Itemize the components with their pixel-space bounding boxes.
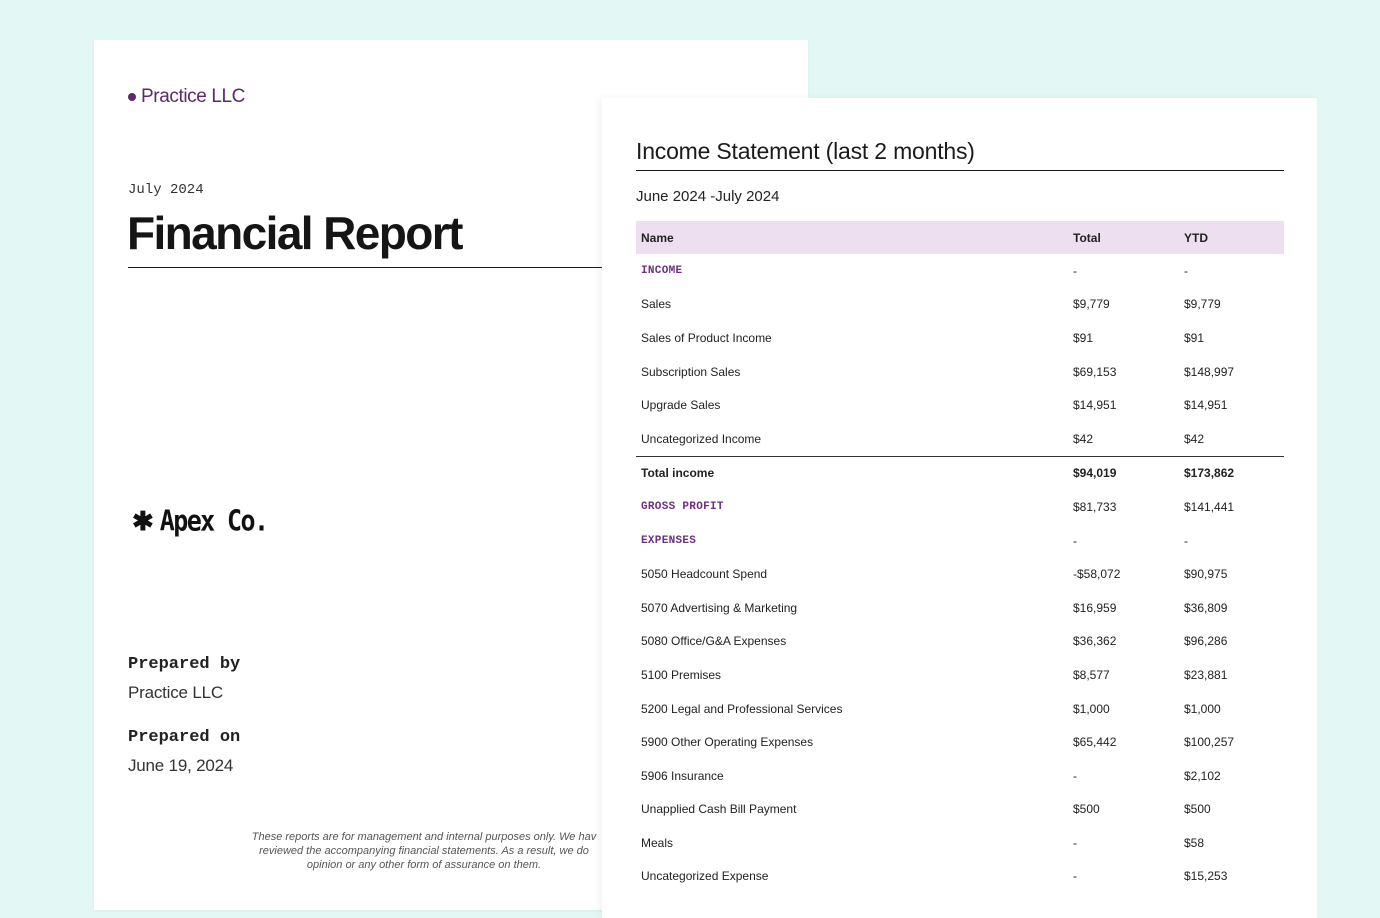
row-name: 5906 Insurance — [641, 768, 724, 783]
table-row — [636, 759, 1284, 793]
row-ytd: $141,441 — [1184, 499, 1235, 514]
row-total: $91 — [1073, 330, 1094, 345]
row-total: - — [1073, 533, 1077, 548]
table-row — [636, 860, 1284, 894]
row-name: Uncategorized Income — [641, 431, 762, 446]
table-row — [636, 625, 1284, 659]
statement-title: Income Statement (last 2 months) — [636, 138, 975, 164]
row-name: 5900 Other Operating Expenses — [641, 735, 814, 750]
column-header-total: Total — [1073, 230, 1101, 245]
statement-divider — [636, 170, 1284, 171]
statement-date-range: June 2024 -July 2024 — [636, 188, 780, 205]
row-ytd: $23,881 — [1184, 667, 1228, 682]
row-ytd: $96,286 — [1184, 634, 1228, 649]
row-name: 5100 Premises — [641, 667, 722, 682]
row-name: EXPENSES — [641, 534, 697, 547]
row-name: Subscription Sales — [641, 364, 741, 379]
disclaimer-line: These reports are for management and internal purposes only. We hav — [251, 831, 597, 843]
asterisk-icon: ✱ — [132, 505, 154, 536]
brand-dot-icon — [128, 93, 136, 101]
row-total: $81,733 — [1073, 499, 1117, 514]
row-name: INCOME — [641, 264, 683, 277]
prepared-by-value: Practice LLC — [128, 683, 223, 702]
row-total: - — [1073, 869, 1077, 884]
row-ytd: $148,997 — [1184, 364, 1235, 379]
section-row — [636, 524, 1284, 558]
row-total: -$58,072 — [1073, 567, 1121, 582]
row-total: $94,019 — [1068, 456, 1179, 490]
row-ytd: - — [1184, 263, 1188, 278]
disclaimer — [224, 830, 624, 872]
table-row — [636, 422, 1284, 456]
row-name: Uncategorized Expense — [641, 869, 769, 884]
row-total: - — [1073, 768, 1077, 783]
row-total: $69,153 — [1073, 364, 1117, 379]
row-ytd: $58 — [1184, 835, 1205, 850]
table-row — [636, 725, 1284, 759]
income-table — [636, 221, 1284, 893]
row-total: - — [1073, 835, 1077, 850]
table-body — [636, 254, 1284, 893]
table-row — [636, 793, 1284, 827]
brand-logo — [128, 86, 245, 108]
section-row — [636, 490, 1284, 524]
table-row — [636, 591, 1284, 625]
title-divider — [128, 267, 602, 268]
table-row — [636, 355, 1284, 389]
row-total: - — [1073, 263, 1077, 278]
row-name: Meals — [641, 835, 674, 850]
row-name: 5080 Office/G&A Expenses — [641, 634, 787, 649]
row-total: $500 — [1073, 802, 1100, 817]
report-date: July 2024 — [128, 182, 204, 198]
client-logo — [132, 503, 268, 538]
row-ytd: $91 — [1184, 330, 1205, 345]
row-ytd: $42 — [1184, 431, 1205, 446]
row-name: 5050 Headcount Spend — [641, 567, 768, 582]
table-row — [636, 826, 1284, 860]
table-row — [636, 321, 1284, 355]
row-total: $8,577 — [1073, 667, 1110, 682]
row-ytd: $1,000 — [1184, 701, 1221, 716]
row-ytd: $15,253 — [1184, 869, 1228, 884]
row-name: GROSS PROFIT — [641, 500, 724, 513]
row-total: $9,779 — [1073, 297, 1110, 312]
total-row — [636, 456, 1284, 490]
section-row — [636, 254, 1284, 288]
row-name: Sales — [641, 297, 672, 312]
table-row — [636, 658, 1284, 692]
row-total: $14,951 — [1073, 398, 1117, 413]
row-ytd: $2,102 — [1184, 768, 1221, 783]
row-name: Unapplied Cash Bill Payment — [641, 802, 797, 817]
row-total: $1,000 — [1073, 701, 1110, 716]
disclaimer-line: opinion or any other form of assurance on them. — [306, 859, 542, 871]
table-row — [636, 288, 1284, 322]
row-ytd: $90,975 — [1184, 567, 1228, 582]
row-name: Sales of Product Income — [641, 330, 772, 345]
disclaimer-line: reviewed the accompanying financial statements. As a result, we do — [259, 845, 589, 857]
prepared-on-value: June 19, 2024 — [128, 756, 234, 775]
row-name: 5070 Advertising & Marketing — [641, 600, 798, 615]
report-title: Financial Report — [127, 207, 462, 259]
table-row — [636, 557, 1284, 591]
row-ytd: $36,809 — [1184, 600, 1228, 615]
row-name: Total income — [636, 456, 1068, 490]
row-ytd: $173,862 — [1179, 456, 1284, 490]
row-ytd: $100,257 — [1184, 735, 1235, 750]
client-logo-text: Apex Co. — [159, 503, 268, 538]
brand-name: Practice LLC — [141, 86, 245, 107]
row-ytd: $14,951 — [1184, 398, 1228, 413]
prepared-on-label: Prepared on — [128, 728, 241, 747]
row-total: $36,362 — [1073, 634, 1117, 649]
table-row — [636, 388, 1284, 422]
row-total: $16,959 — [1073, 600, 1117, 615]
row-total: $42 — [1073, 431, 1094, 446]
row-ytd: $500 — [1184, 802, 1211, 817]
row-total: $65,442 — [1073, 735, 1117, 750]
income-statement-page — [602, 98, 1317, 918]
table-header-row — [636, 221, 1284, 254]
row-ytd: $9,779 — [1184, 297, 1221, 312]
table-row — [636, 692, 1284, 726]
income-table-wrapper — [636, 221, 1284, 893]
row-name: 5200 Legal and Professional Services — [641, 701, 843, 716]
column-header-name: Name — [641, 230, 674, 245]
column-header-ytd: YTD — [1184, 230, 1208, 245]
row-name: Upgrade Sales — [641, 398, 721, 413]
prepared-by-label: Prepared by — [128, 655, 241, 674]
row-ytd: - — [1184, 533, 1188, 548]
